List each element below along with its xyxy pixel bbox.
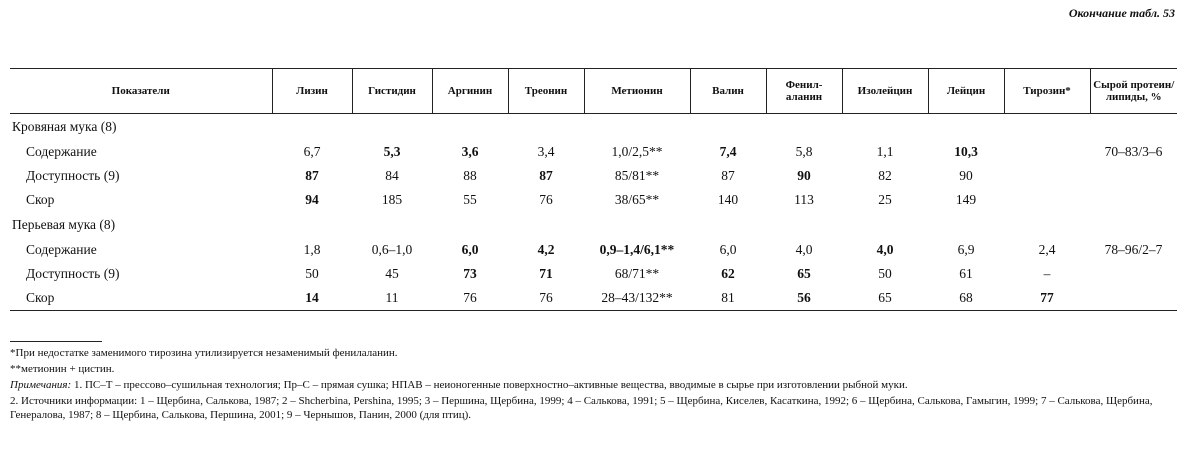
notes-label: Примечания: <box>10 379 72 391</box>
table-cell: 65 <box>842 286 928 311</box>
table-cell: 45 <box>385 266 399 281</box>
group-row <box>10 212 1177 238</box>
table-cell: 5,3 <box>383 144 401 159</box>
table-row <box>10 140 1177 164</box>
table-cell: 113 <box>794 192 814 207</box>
col-header: Гистидин <box>352 69 432 114</box>
row-label: Доступность (9) <box>26 168 120 183</box>
table-cell: 56 <box>766 286 842 311</box>
footnotes <box>10 341 1177 424</box>
table-body <box>10 114 1177 311</box>
table-cell: 4,0 <box>876 242 894 257</box>
note-1-text: 1. ПС–Т – прессово–сушильная технология; Пр–С – прямая сушка; НПАВ – неионогенные поверхностно–активные вещества, вводимые в сырье при изготовлении рыбной муки. <box>73 379 908 391</box>
group-title: Перьевая мука (8) <box>12 217 116 232</box>
footnote-divider <box>10 341 102 342</box>
table-cell: 65 <box>797 266 811 281</box>
group-row <box>10 114 1177 141</box>
table-cell: 0,6–1,0 <box>371 242 413 257</box>
row-label: Доступность (9) <box>26 266 120 281</box>
table-cell: 73 <box>463 266 477 281</box>
table-row <box>10 188 1177 212</box>
col-header: Лизин <box>272 69 352 114</box>
col-header: Лейцин <box>928 69 1004 114</box>
table-cell <box>1090 164 1177 188</box>
col-header: Валин <box>690 69 766 114</box>
table-cell: 4,0 <box>795 242 813 257</box>
table-cell <box>1004 188 1090 212</box>
table-cell: 1,0/2,5** <box>611 144 663 159</box>
table-cell: 3,4 <box>537 144 555 159</box>
table-cell: 84 <box>385 168 399 183</box>
table-cell: 85/81** <box>614 168 660 183</box>
table-cell: 81 <box>690 286 766 311</box>
table-row <box>10 238 1177 262</box>
col-header: Метионин <box>584 69 690 114</box>
col-header: Тирозин* <box>1004 69 1090 114</box>
table-cell: 1,1 <box>876 144 894 159</box>
header-row <box>10 69 1177 114</box>
table-cell <box>1090 286 1177 311</box>
table-cell: 71 <box>539 266 553 281</box>
table-cell: 6,7 <box>303 144 321 159</box>
table-row <box>10 286 1177 311</box>
table-cell: 78–96/2–7 <box>1104 242 1163 257</box>
table-cell: 2,4 <box>1038 242 1056 257</box>
col-header: Изолейцин <box>842 69 928 114</box>
col-header: Аргинин <box>432 69 508 114</box>
table-row <box>10 262 1177 286</box>
table-cell: 88 <box>463 168 477 183</box>
table-cell: 87 <box>721 168 735 183</box>
table-cell: 5,8 <box>795 144 813 159</box>
table-cell: 25 <box>878 192 892 207</box>
table-cell: 68/71** <box>614 266 660 281</box>
table-cell: 61 <box>959 266 973 281</box>
table-cell: 6,9 <box>957 242 975 257</box>
table-cell: 70–83/3–6 <box>1104 144 1163 159</box>
table-cell: 90 <box>797 168 811 183</box>
row-label: Скор <box>26 192 55 207</box>
table-cell: 68 <box>928 286 1004 311</box>
row-label: Содержание <box>26 242 97 257</box>
table-cell: 10,3 <box>954 144 978 159</box>
row-label: Скор <box>10 286 272 311</box>
table-cell: 14 <box>272 286 352 311</box>
col-header: Фенил-аланин <box>766 69 842 114</box>
table-cell: 90 <box>959 168 973 183</box>
table-cell <box>1090 188 1177 212</box>
table-cell: – <box>1043 266 1051 281</box>
col-header: Сырой протеин/ липиды, % <box>1090 69 1177 114</box>
col-header: Треонин <box>508 69 584 114</box>
table-cell: 6,0 <box>719 242 737 257</box>
table-cell: 82 <box>878 168 892 183</box>
table-cell: 149 <box>955 192 977 207</box>
table-cell <box>1090 262 1177 286</box>
table-cell: 76 <box>539 192 553 207</box>
table-cell: 76 <box>432 286 508 311</box>
table-cell: 87 <box>305 168 319 183</box>
row-label: Содержание <box>26 144 97 159</box>
footnote-methionine: **метионин + цистин. <box>10 363 115 375</box>
table-caption: Окончание табл. 53 <box>1068 6 1175 20</box>
table-cell: 77 <box>1004 286 1090 311</box>
table-cell: 28–43/132** <box>584 286 690 311</box>
table-cell: 50 <box>305 266 319 281</box>
group-title: Кровяная мука (8) <box>12 119 117 134</box>
table-cell: 7,4 <box>719 144 737 159</box>
table-cell: 0,9–1,4/6,1** <box>599 242 675 257</box>
table-cell: 76 <box>508 286 584 311</box>
table-cell: 185 <box>381 192 403 207</box>
table-cell: 6,0 <box>461 242 479 257</box>
footnote-tyrosine: *При недостатке заменимого тирозина утилизируется незаменимый фенилаланин. <box>10 347 398 359</box>
table-cell: 50 <box>878 266 892 281</box>
table-cell: 94 <box>305 192 319 207</box>
table-cell: 62 <box>721 266 735 281</box>
table-cell: 11 <box>352 286 432 311</box>
table-cell: 55 <box>463 192 477 207</box>
table-cell <box>1004 140 1090 164</box>
col-header: Показатели <box>10 69 272 114</box>
note-2: 2. Источники информации: 1 – Щербина, Салькова, 1987; 2 – Shcherbina, Pershina, 1995; 3 – Першина, Щербина, 1999; 4 – Салькова, 1991; 5 – Щербина, Киселев, Касаткина, 1992; 6 – Щербина, Салькова, Гамыгин, 1999; 7 – Салькова, Щербина, Генералова, 1987; 8 – Щербина, Салькова, Першина, 2001; 9 – Чернышов, Панин, 2000 (для птиц). <box>10 395 1153 421</box>
table-cell: 1,8 <box>303 242 321 257</box>
table-cell: 140 <box>717 192 739 207</box>
table-cell: 87 <box>539 168 553 183</box>
note-1 <box>10 378 1177 392</box>
table-cell: 38/65** <box>614 192 660 207</box>
table-row <box>10 164 1177 188</box>
table-cell: 4,2 <box>537 242 555 257</box>
amino-acid-table <box>10 68 1177 311</box>
table-cell: 3,6 <box>461 144 479 159</box>
table-cell <box>1004 164 1090 188</box>
